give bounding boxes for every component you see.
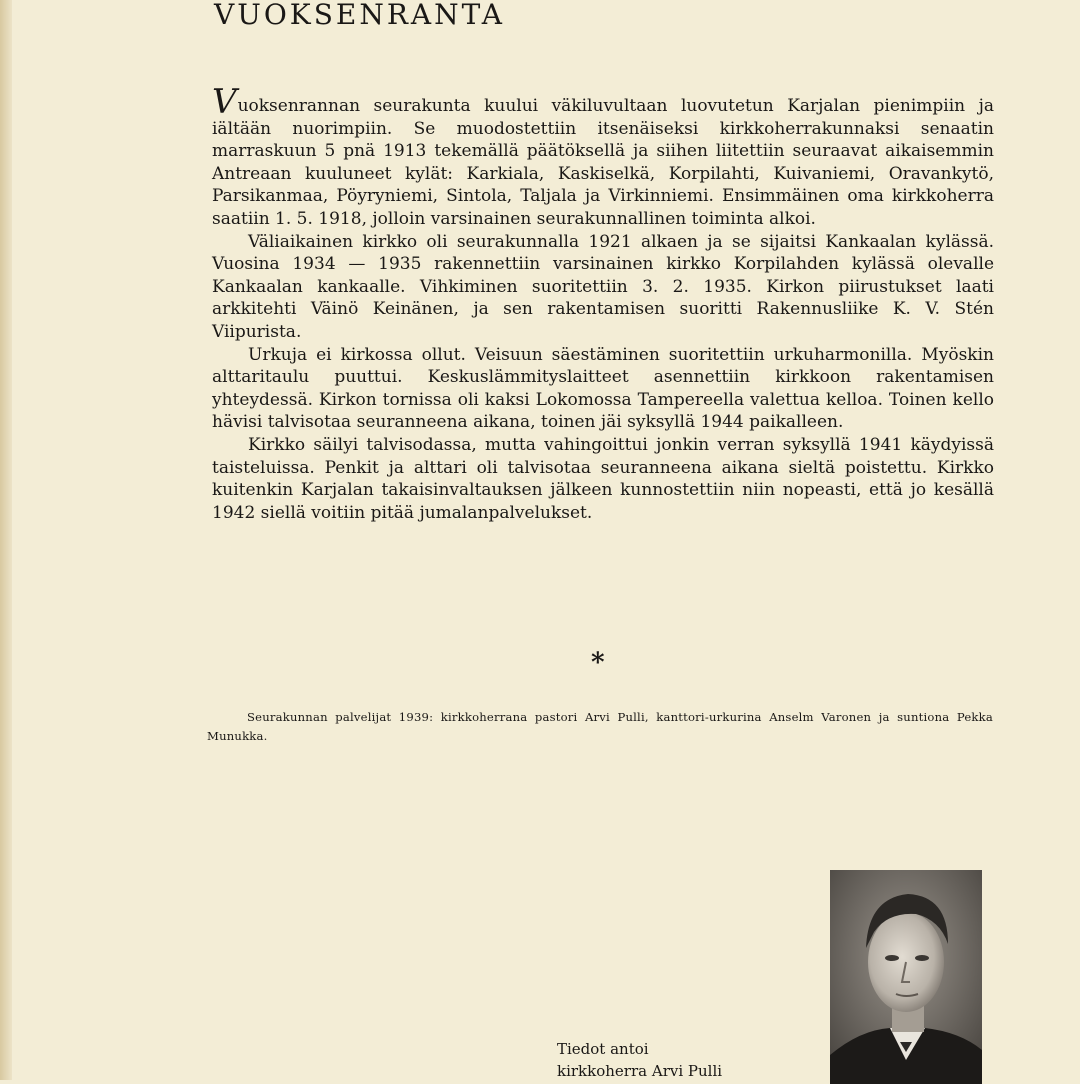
credit <box>557 1038 722 1082</box>
credit-line-2: kirkkoherra Arvi Pulli <box>557 1062 723 1080</box>
paragraph-1-text: uoksenrannan seurakunta kuului väkiluvultaan luovutetun Karjalan pienimpiin ja iältään nuorimpiin. Se muodostettiin itsenäiseksi kirkkoherrakunnaksi senaatin marraskuun 5 pnä 1913 tekemällä päätöksellä ja siihen liitettiin seuraavat aikaisemmin Antreaan kuuluneet kylät: Karkiala, Kaskiselkä, Korpilahti, Kuivaniemi, Oravankytö, Parsikanmaa, Pöyryniemi, Sintola, Taljala ja Virkinniemi. Ensimmäinen oma kirkkoherra saatiin 1. 5. 1918, jolloin varsinainen seurakunnallinen toiminta alkoi. <box>212 96 994 229</box>
credit-line-1: Tiedot antoi <box>557 1040 649 1058</box>
paragraph-1 <box>212 82 994 231</box>
paragraph-3: Urkuja ei kirkossa ollut. Veisuun säestäminen suoritettiin urkuharmonilla. Myöskin alttaritaulu puuttui. Keskuslämmityslaitteet asennettiin kirkkoon rakentamisen yhteydessä. Kirkon tornissa oli kaksi Lokomossa Tampereella valettua kelloa. Toinen kello hävisi talvisotaa seuranneena aikana, toinen jäi syksyllä 1944 paikalleen. <box>212 344 994 433</box>
footnote: Seurakunnan palvelijat 1939: kirkkoherrana pastori Arvi Pulli, kanttori-urkurina Anselm Varonen ja suntiona Pekka Munukka. <box>207 710 993 743</box>
paragraph-4: Kirkko säilyi talvisodassa, mutta vahingoittui jonkin verran syksyllä 1941 käydyissä taisteluissa. Penkit ja alttari oli talvisotaa seuranneena aikana sieltä poistettu. Kirkko kuitenkin Karjalan takaisinvaltauksen jälkeen kunnostettiin niin nopeasti, että jo kesällä 1942 siellä voitiin pitää jumalanpalvelukset. <box>212 434 994 523</box>
article-body <box>212 82 994 524</box>
section-separator: * <box>591 648 605 678</box>
paragraph-2: Väliaikainen kirkko oli seurakunnalla 1921 alkaen ja se sijaitsi Kankaalan kylässä. Vuosina 1934 — 1935 rakennettiin varsinainen kirkko Korpilahden kylässä olevalle Kankaalan kankaalle. Vihkiminen suoritettiin 3. 2. 1935. Kirkon piirustukset laati arkkitehti Väinö Keinänen, ja sen rakentamisen suoritti Rakennusliike K. V. Stén Viipurista. <box>212 231 994 342</box>
page-title: VUOKSENRANTA <box>214 0 505 31</box>
drop-cap: V <box>212 82 237 122</box>
portrait-image <box>830 870 982 1084</box>
page-edge <box>0 0 12 1080</box>
portrait-photo <box>830 870 982 1084</box>
